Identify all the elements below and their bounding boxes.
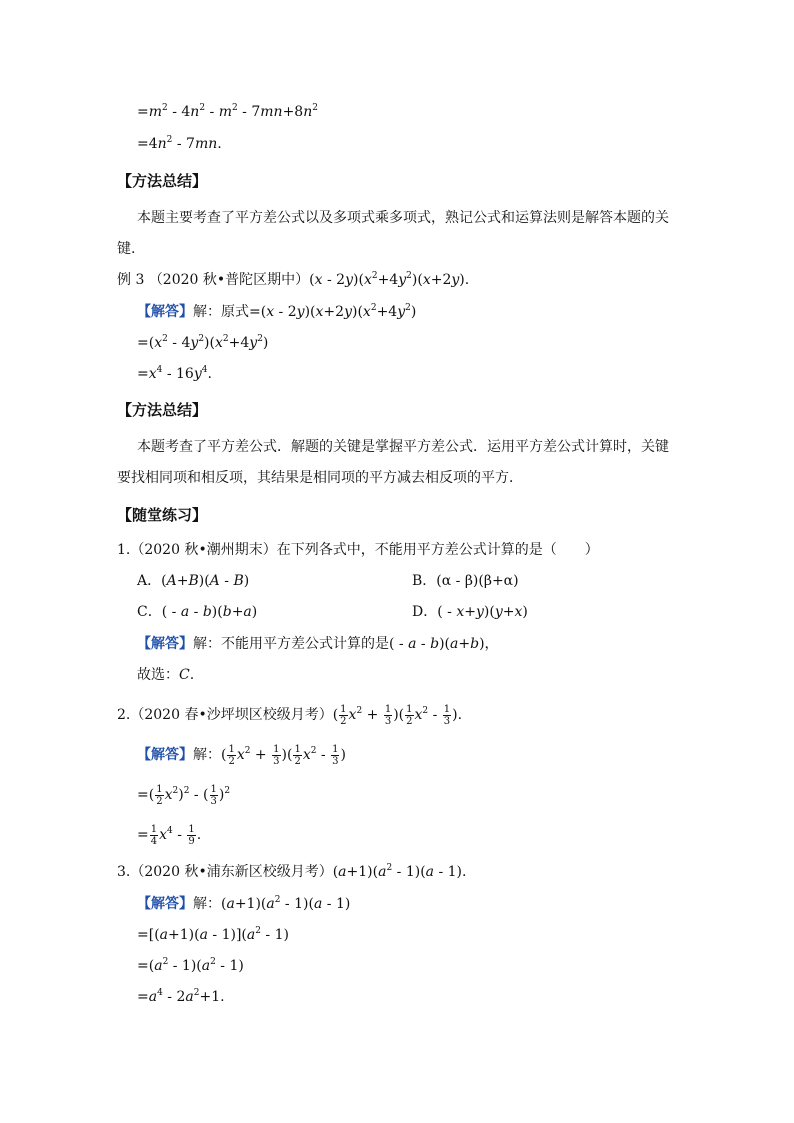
question-3-answer: 【解答】解：$(a+1)(a^2 - 1)(a - 1)$ (137, 895, 351, 912)
example-source: （2020 秋•普陀区期中） (148, 272, 310, 288)
question-3-step-4: $=a^4 - 2a^2+1$. (137, 988, 225, 1005)
question-1-stem (117, 540, 599, 560)
question-1-answer: 【解答】解：不能用平方差公式计算的是( - a - b)(a+b)， (137, 636, 499, 652)
question-2-stem: 2.（2020 春•沙坪坝区校级月考）( $\frac{1}{2}$ $x^2$ + $\frac{1}{3}$ )( $\frac{1}{2}$ $x^2$ - $\frac{1}{3}$ ). (117, 703, 463, 727)
example-3-problem: 例 3 （2020 秋•普陀区期中）$(x - 2y)(x^2+4y^2)(x+2y)$. (117, 271, 470, 288)
method-summary-text-1b: 键. (117, 241, 136, 257)
example-3-step-2: $=(x^2 - 4y^2)(x^2+4y^2)$ (137, 334, 269, 351)
answer-tag: 【解答】 (137, 304, 193, 320)
question-number: 2. (117, 707, 131, 723)
question-text: （2020 秋•潮州期末）在下列各式中，不能用平方差公式计算的是（ ） (130, 542, 599, 558)
question-number: 3. (117, 864, 131, 880)
answer-tag: 【解答】 (137, 747, 193, 763)
example-3-answer: 【解答】解：原式$=(x - 2y)(x+2y)(x^2+4y^2)$ (137, 303, 417, 320)
question-2-step-3: = $\frac{1}{4}$ $x^4$ - $\frac{1}{9}$ . (137, 823, 202, 847)
question-source: （2020 春•沙坪坝区校级月考） (130, 707, 333, 723)
question-3-step-3: $=(a^2 - 1)(a^2 - 1)$ (137, 957, 244, 974)
answer-tag: 【解答】 (137, 636, 193, 652)
question-source: （2020 秋•浦东新区校级月考） (130, 864, 333, 880)
question-2-step-2: =( $\frac{1}{2}$ $x^2)^2$ - ( $\frac{1}{3}$ )$^2$ (137, 783, 231, 807)
option-c: C．( - a - b)(b+a) (137, 604, 258, 620)
solve-word: 解：原式= (193, 304, 261, 320)
prev-step-1: $=m^2 - 4n^2 - m^2 - 7mn+8n^2$ (137, 103, 318, 120)
method-summary-text-2a: 本题考查了平方差公式．解题的关键是掌握平方差公式．运用平方差公式计算时，关键 (137, 439, 669, 455)
option-b: B．(α - β)(β+α) (412, 573, 519, 589)
method-summary-text-1a: 本题主要考查了平方差公式以及多项式乘多项式，熟记公式和运算法则是解答本题的关 (137, 210, 669, 226)
question-3-step-2: $=[(a+1)(a - 1)](a^2 - 1)$ (137, 926, 289, 943)
question-number: 1. (117, 542, 131, 558)
solve-word: 解： (193, 747, 221, 763)
practice-heading: 【随堂练习】 (117, 506, 208, 524)
example-label: 例 3 (117, 272, 145, 288)
method-summary-heading-2: 【方法总结】 (117, 401, 208, 419)
option-a: A．(A+B)(A - B) (137, 573, 250, 589)
answer-tag: 【解答】 (137, 896, 193, 912)
method-summary-text-2b: 要找相同项和相反项，其结果是相同项的平方减去相反项的平方． (117, 470, 523, 486)
example-3-step-3: $=x^4 - 16y^4$. (137, 365, 212, 382)
option-d: D．( - x+y)(y+x) (412, 604, 528, 620)
solve-word: 解： (193, 896, 221, 912)
question-1-choice: 故选：C. (137, 667, 195, 683)
method-summary-heading-1: 【方法总结】 (117, 172, 208, 190)
prev-step-2: $=4n^2 - 7mn$. (137, 135, 222, 152)
question-3-stem: 3.（2020 秋•浦东新区校级月考）$(a+1)(a^2 - 1)(a - 1)$. (117, 863, 467, 880)
question-2-answer: 【解答】解：( $\frac{1}{2}$ $x^2$ + $\frac{1}{3}$ )( $\frac{1}{2}$ $x^2$ - $\frac{1}{3}$ ) (137, 743, 346, 767)
